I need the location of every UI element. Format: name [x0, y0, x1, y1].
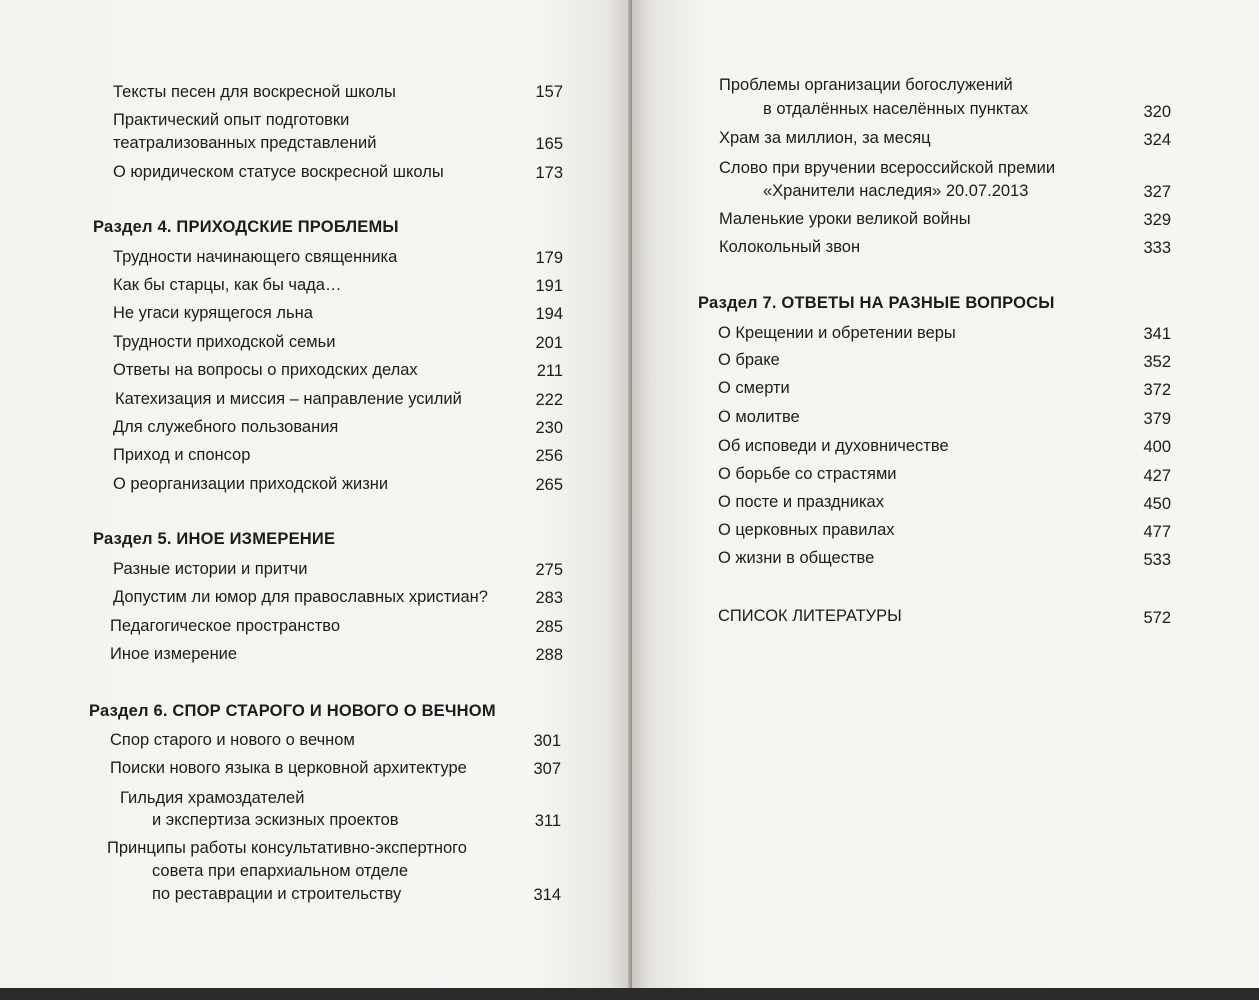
- page-number: 450: [1143, 495, 1171, 513]
- toc-entry: Храм за миллион, за месяц: [719, 129, 931, 147]
- toc-entry: О реорганизации приходской жизни: [113, 475, 389, 493]
- page-number: 194: [535, 305, 563, 323]
- page-number: 211: [536, 362, 563, 380]
- page-number: 320: [1143, 103, 1171, 121]
- toc-entry: Разные истории и притчи: [113, 560, 308, 578]
- page-number: 427: [1143, 467, 1171, 485]
- toc-entry: О борьбе со страстями: [718, 465, 897, 483]
- toc-entry: в отдалённых населённых пунктах: [763, 100, 1029, 118]
- toc-entry: Допустим ли юмор для православных христиан?: [113, 588, 488, 606]
- toc-entry: О жизни в обществе: [718, 549, 875, 567]
- page-number: 230: [535, 419, 563, 437]
- toc-entry: по реставрации и строительству: [152, 885, 402, 903]
- bibliography-entry: СПИСОК ЛИТЕРАТУРЫ: [718, 607, 902, 625]
- page-number: 352: [1143, 353, 1171, 371]
- page-number: 275: [535, 561, 563, 579]
- toc-entry: Проблемы организации богослужений: [719, 76, 1013, 94]
- toc-entry: Трудности приходской семьи: [113, 333, 336, 351]
- toc-entry: Маленькие уроки великой войны: [719, 210, 971, 228]
- section-heading: Раздел 5. ИНОЕ ИЗМЕРЕНИЕ: [93, 530, 336, 548]
- toc-entry: театрализованных представлений: [113, 134, 377, 152]
- page-number: 301: [533, 732, 561, 750]
- page-number: 265: [535, 476, 563, 494]
- toc-entry: О посте и праздниках: [718, 493, 884, 511]
- toc-entry: Слово при вручении всероссийской премии: [719, 159, 1056, 177]
- left-page: [0, 0, 632, 988]
- page-number: 400: [1143, 438, 1171, 456]
- toc-entry: О церковных правилах: [718, 521, 895, 539]
- toc-entry: Трудности начинающего священника: [113, 248, 398, 266]
- page-number: 283: [535, 589, 563, 607]
- page-number: 285: [535, 618, 563, 636]
- page-number: 379: [1143, 410, 1171, 428]
- table-surface: [0, 988, 1259, 1000]
- toc-entry: Педагогическое пространство: [110, 617, 341, 635]
- page-number: 572: [1143, 609, 1171, 627]
- toc-entry: Спор старого и нового о вечном: [110, 731, 355, 749]
- page-number: 333: [1143, 239, 1171, 257]
- toc-entry: О молитве: [718, 408, 800, 426]
- toc-entry: Ответы на вопросы о приходских делах: [113, 361, 418, 379]
- page-number: 314: [533, 886, 561, 904]
- page-number: 311: [534, 812, 561, 830]
- toc-entry: Поиски нового языка в церковной архитектуре: [110, 759, 467, 777]
- toc-entry: О смерти: [718, 379, 790, 397]
- page-number: 201: [535, 334, 563, 352]
- toc-entry: О Крещении и обретении веры: [718, 324, 956, 342]
- toc-entry: Практический опыт подготовки: [113, 111, 350, 129]
- toc-entry: Колокольный звон: [719, 238, 861, 256]
- page-number: 329: [1143, 211, 1171, 229]
- page-number: 173: [535, 164, 563, 182]
- toc-entry: Катехизация и миссия – направление усилий: [115, 390, 462, 408]
- toc-entry: «Хранители наследия» 20.07.2013: [763, 182, 1029, 200]
- page-number: 256: [535, 447, 563, 465]
- toc-entry: совета при епархиальном отделе: [152, 862, 409, 880]
- section-heading: Раздел 7. ОТВЕТЫ НА РАЗНЫЕ ВОПРОСЫ: [698, 294, 1055, 312]
- page-number: 477: [1143, 523, 1171, 541]
- toc-entry: Не угаси курящегося льна: [113, 304, 313, 322]
- page-number: 533: [1143, 551, 1171, 569]
- toc-entry: Гильдия храмоздателей: [120, 789, 305, 807]
- page-number: 157: [535, 83, 563, 101]
- toc-entry: Иное измерение: [110, 645, 238, 663]
- page-number: 327: [1143, 183, 1171, 201]
- page-number: 191: [535, 277, 563, 295]
- page-number: 341: [1143, 325, 1171, 343]
- toc-entry: Приход и спонсор: [113, 446, 251, 464]
- page-number: 324: [1143, 131, 1171, 149]
- right-page: [632, 0, 1259, 988]
- toc-entry: О браке: [718, 351, 780, 369]
- toc-entry: Как бы старцы, как бы чада…: [113, 276, 342, 294]
- toc-entry: О юридическом статусе воскресной школы: [113, 163, 444, 181]
- toc-entry: и экспертиза эскизных проектов: [152, 811, 399, 829]
- page-number: 288: [535, 646, 563, 664]
- section-heading: Раздел 4. ПРИХОДСКИЕ ПРОБЛЕМЫ: [93, 218, 399, 236]
- toc-entry: Принципы работы консультативно-экспертного: [107, 839, 467, 857]
- toc-entry: Тексты песен для воскресной школы: [113, 83, 396, 101]
- page-number: 307: [533, 760, 561, 778]
- toc-entry: Для служебного пользования: [113, 418, 339, 436]
- toc-entry: Об исповеди и духовничестве: [718, 437, 949, 455]
- page-number: 165: [535, 135, 563, 153]
- page-number: 372: [1143, 381, 1171, 399]
- section-heading: Раздел 6. СПОР СТАРОГО И НОВОГО О ВЕЧНОМ: [89, 702, 496, 720]
- page-number: 179: [535, 249, 563, 267]
- page-number: 222: [535, 391, 563, 409]
